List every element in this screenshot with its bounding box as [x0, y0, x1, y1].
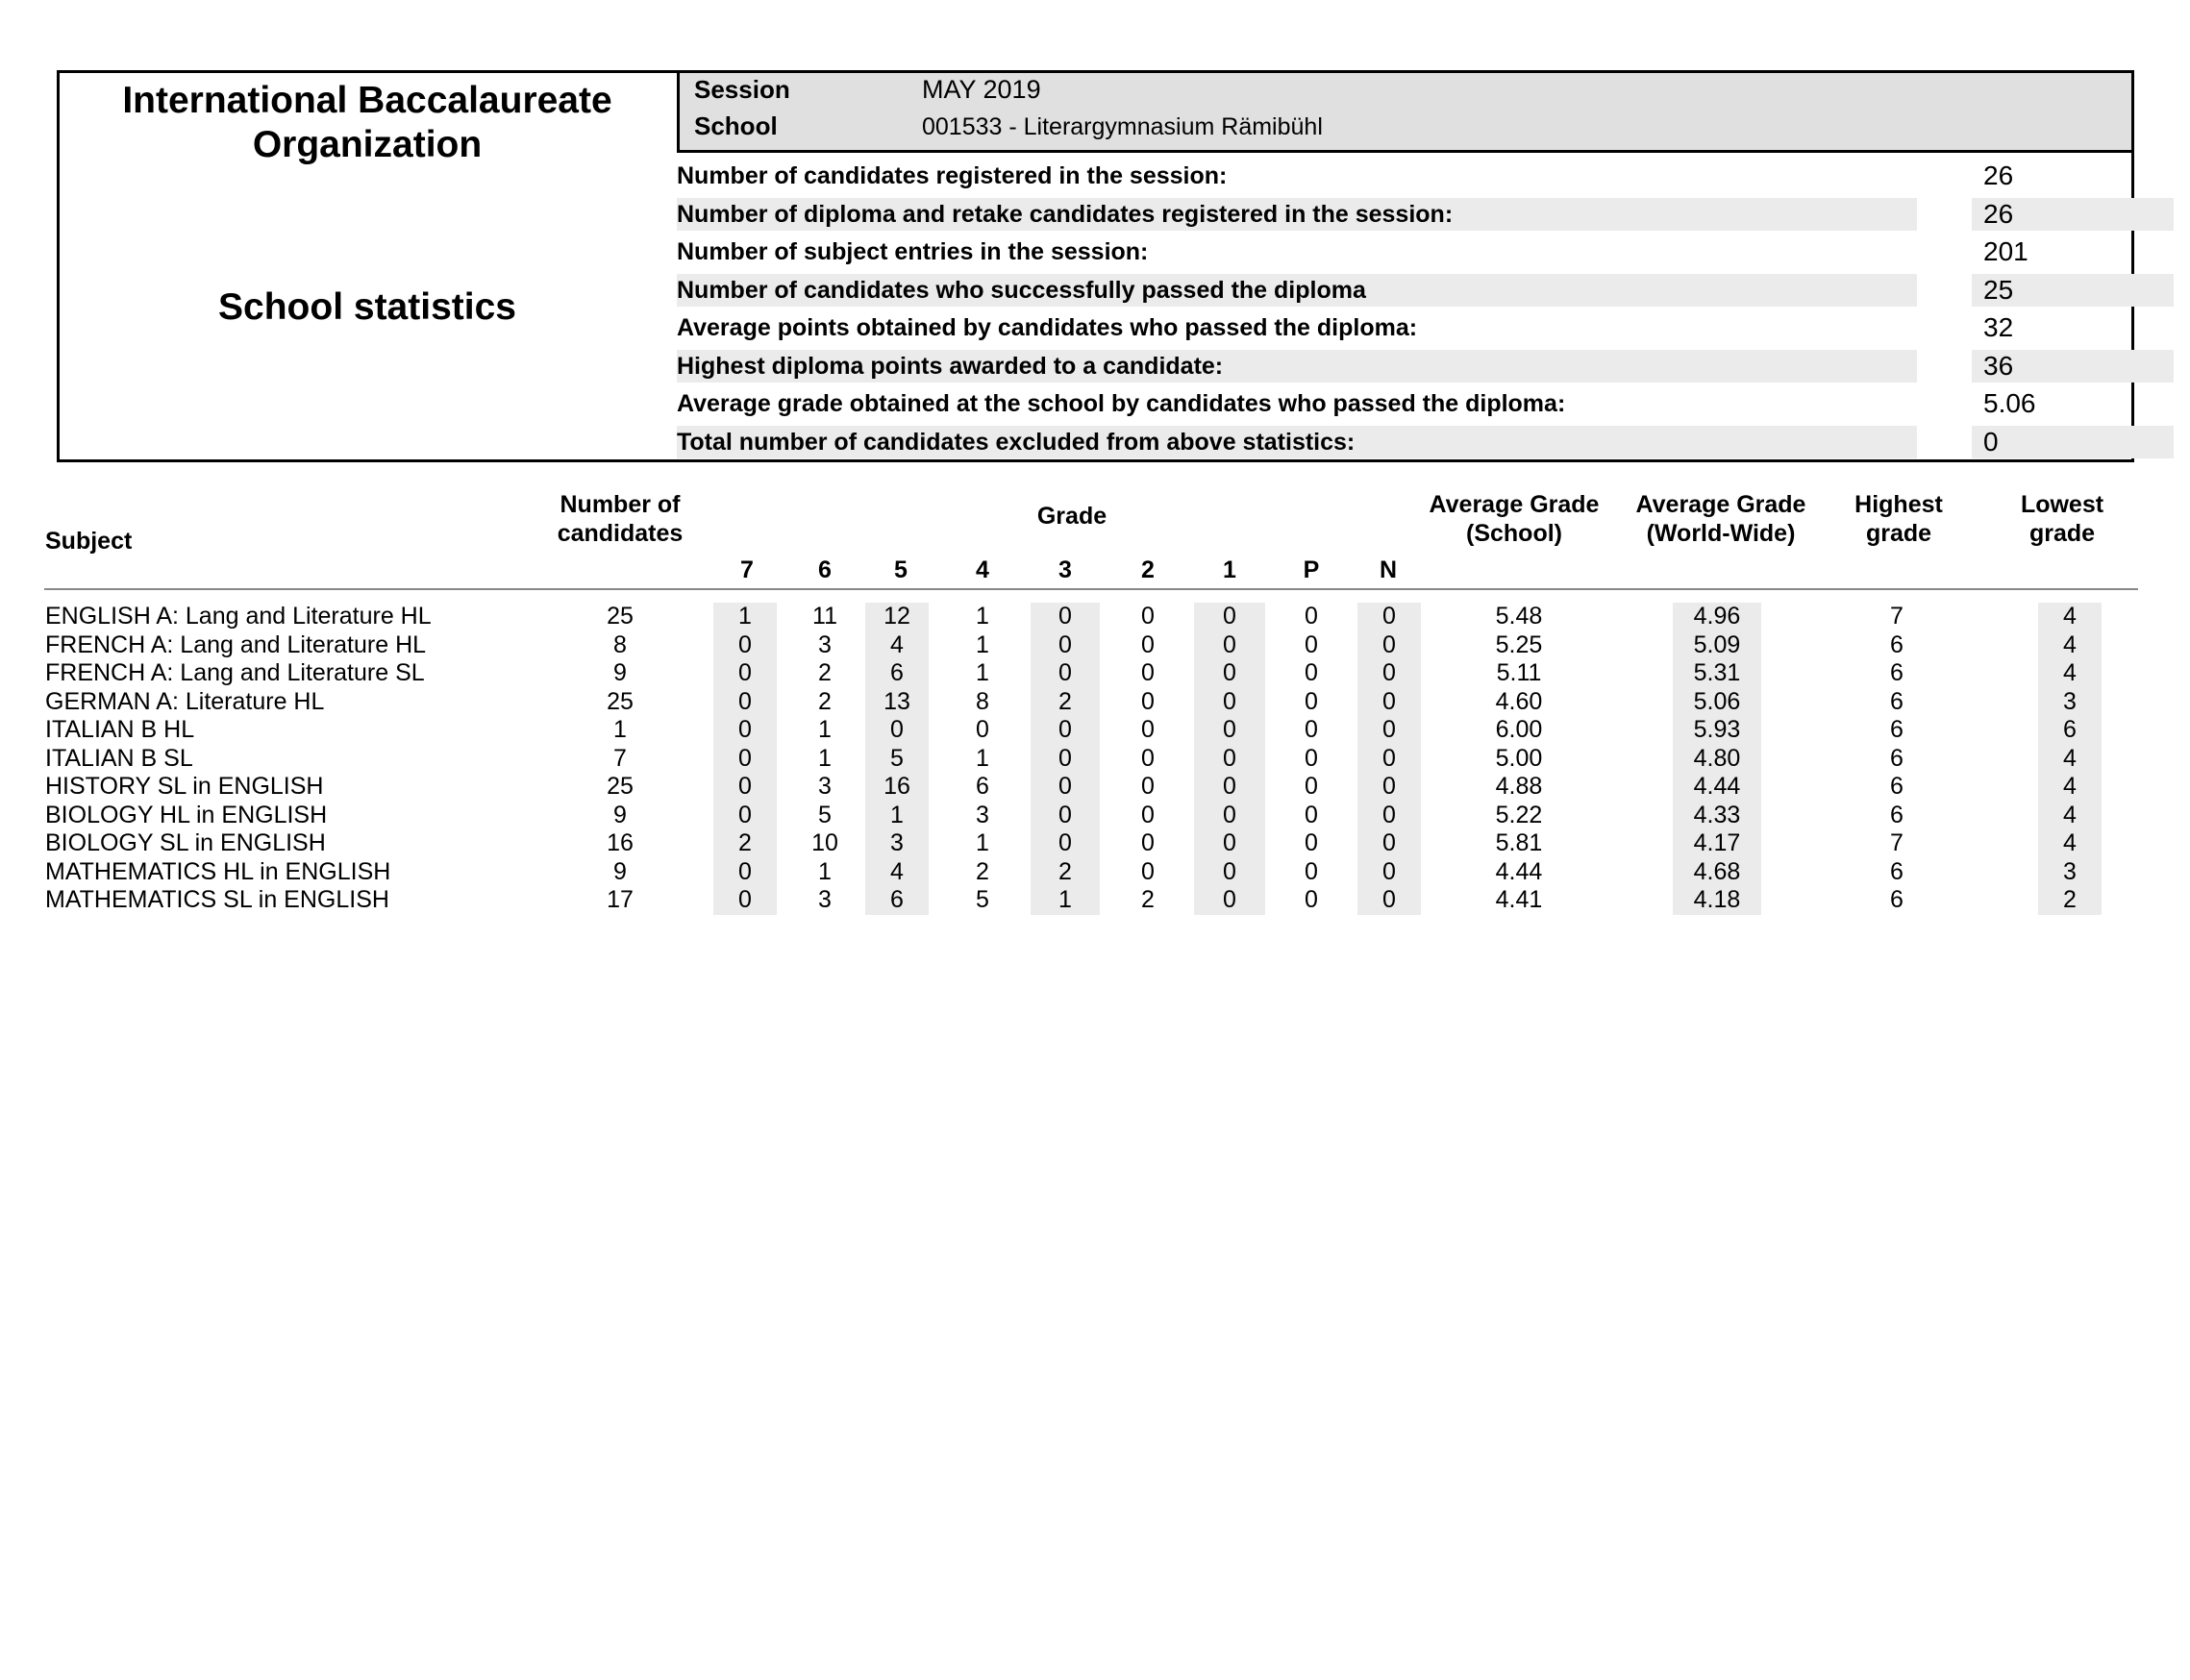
stat-label: Highest diploma points awarded to a candidate: — [677, 350, 1917, 383]
grade-count-6: 3 — [818, 773, 832, 800]
avg-grade-school: 5.11 — [1496, 659, 1542, 686]
table-row — [0, 688, 2190, 717]
grade-count-3: 0 — [1031, 773, 1100, 802]
avg-grade-school: 4.60 — [1495, 687, 1543, 715]
stat-row — [677, 160, 2119, 198]
stat-value: 201 — [1983, 236, 2028, 266]
grade-count-p: 0 — [1305, 773, 1318, 800]
avg-grade-world: 4.44 — [1673, 773, 1761, 802]
table-row — [0, 802, 2190, 830]
candidate-count: 16 — [607, 829, 634, 856]
stat-label: Average grade obtained at the school by candidates who passed the diploma: — [677, 390, 1566, 417]
grade-count-2: 0 — [1141, 857, 1155, 885]
grade-count-4: 2 — [976, 857, 989, 885]
column-header-lowest: Lowest grade — [2020, 491, 2104, 547]
grade-count-7: 0 — [713, 858, 777, 887]
table-row — [0, 659, 2190, 688]
table-row — [0, 829, 2190, 858]
stat-value: 26 — [1983, 161, 2014, 190]
table-row — [0, 603, 2190, 631]
stat-value: 5.06 — [1983, 388, 2036, 418]
stat-row — [677, 426, 2119, 464]
grade-count-4: 5 — [976, 886, 989, 913]
candidate-count: 17 — [607, 886, 634, 913]
column-header-highest: Highest grade — [1854, 491, 1943, 547]
grade-count-1: 0 — [1194, 603, 1265, 631]
grade-count-n: 0 — [1357, 886, 1421, 915]
stat-row — [677, 274, 2119, 312]
grade-count-p: 0 — [1305, 744, 1318, 772]
grade-count-n: 0 — [1357, 802, 1421, 830]
lowest-grade: 3 — [2038, 688, 2102, 717]
subject-name: GERMAN A: Literature HL — [45, 687, 325, 715]
grade-count-n: 0 — [1357, 716, 1421, 745]
table-row — [0, 858, 2190, 887]
highest-grade: 6 — [1890, 773, 1904, 800]
stat-value: 25 — [1972, 274, 2174, 307]
column-header-grade: Grade — [1036, 503, 1107, 530]
grade-count-4: 1 — [976, 659, 989, 686]
grade-header-5: 5 — [894, 556, 908, 583]
grade-header-4: 4 — [976, 556, 989, 583]
grade-count-7: 0 — [713, 716, 777, 745]
highest-grade: 7 — [1890, 603, 1904, 630]
grade-count-p: 0 — [1305, 630, 1318, 658]
lowest-grade: 6 — [2038, 716, 2102, 745]
grade-count-6: 2 — [818, 687, 832, 715]
stat-row — [677, 387, 2119, 426]
avg-grade-world: 4.17 — [1673, 829, 1761, 858]
highest-grade: 6 — [1890, 801, 1904, 828]
highest-grade: 7 — [1890, 829, 1904, 856]
grade-header-p: P — [1303, 556, 1320, 583]
stat-row — [677, 198, 2119, 236]
lowest-grade: 4 — [2038, 745, 2102, 774]
candidate-count: 25 — [607, 687, 634, 715]
grade-count-p: 0 — [1305, 857, 1318, 885]
avg-grade-world: 5.93 — [1673, 716, 1761, 745]
grade-count-6: 1 — [818, 857, 832, 885]
grade-count-1: 0 — [1194, 773, 1265, 802]
grade-header-2: 2 — [1141, 556, 1155, 583]
grade-count-5: 5 — [865, 745, 929, 774]
header-divider — [44, 588, 2138, 590]
grade-count-5: 13 — [865, 688, 929, 717]
subject-table — [0, 603, 2190, 915]
highest-grade: 6 — [1890, 744, 1904, 772]
stat-label: Number of candidates registered in the session: — [677, 162, 1228, 189]
grade-count-n: 0 — [1357, 858, 1421, 887]
subject-name: BIOLOGY HL in ENGLISH — [45, 801, 328, 828]
stat-value: 26 — [1972, 198, 2174, 231]
school-label: School — [694, 111, 778, 140]
grade-count-3: 2 — [1031, 688, 1100, 717]
grade-count-1: 0 — [1194, 886, 1265, 915]
grade-count-p: 0 — [1305, 659, 1318, 686]
grade-header-6: 6 — [818, 556, 832, 583]
school-value: 001533 - Literargymnasium Rämibühl — [922, 113, 1323, 140]
grade-count-4: 3 — [976, 801, 989, 828]
grade-count-1: 0 — [1194, 802, 1265, 830]
lowest-grade: 4 — [2038, 659, 2102, 688]
grade-count-5: 6 — [865, 886, 929, 915]
grade-count-2: 0 — [1141, 630, 1155, 658]
candidate-count: 9 — [613, 801, 627, 828]
stat-row — [677, 235, 2119, 274]
grade-count-n: 0 — [1357, 631, 1421, 660]
grade-count-7: 0 — [713, 802, 777, 830]
subject-name: FRENCH A: Lang and Literature SL — [45, 659, 425, 686]
grade-count-4: 1 — [976, 603, 989, 630]
grade-count-3: 0 — [1031, 745, 1100, 774]
session-info — [677, 73, 2131, 153]
avg-grade-school: 4.41 — [1495, 886, 1543, 913]
grade-count-1: 0 — [1194, 716, 1265, 745]
grade-count-7: 0 — [713, 745, 777, 774]
grade-count-p: 0 — [1305, 886, 1318, 913]
grade-count-n: 0 — [1357, 829, 1421, 858]
grade-count-6: 3 — [818, 886, 832, 913]
grade-count-2: 0 — [1141, 687, 1155, 715]
lowest-grade: 2 — [2038, 886, 2102, 915]
lowest-grade: 4 — [2038, 802, 2102, 830]
column-header-candidates: Number of candidates — [557, 491, 684, 547]
grade-count-1: 0 — [1194, 631, 1265, 660]
table-row — [0, 745, 2190, 774]
grade-header-n: N — [1379, 556, 1398, 583]
highest-grade: 6 — [1890, 630, 1904, 658]
lowest-grade: 4 — [2038, 631, 2102, 660]
grade-count-n: 0 — [1357, 688, 1421, 717]
stat-label: Number of candidates who successfully passed the diploma — [677, 274, 1917, 307]
grade-header-3: 3 — [1058, 556, 1072, 583]
table-row — [0, 631, 2190, 660]
grade-count-4: 0 — [976, 716, 989, 743]
stat-row — [677, 311, 2119, 350]
grade-count-6: 3 — [818, 630, 832, 658]
grade-count-n: 0 — [1357, 745, 1421, 774]
grade-count-p: 0 — [1305, 801, 1318, 828]
grade-count-7: 0 — [713, 886, 777, 915]
grade-count-5: 4 — [865, 858, 929, 887]
stat-label: Number of diploma and retake candidates registered in the session: — [677, 198, 1917, 231]
grade-count-n: 0 — [1357, 603, 1421, 631]
lowest-grade: 4 — [2038, 773, 2102, 802]
avg-grade-school: 6.00 — [1495, 716, 1543, 743]
subject-name: HISTORY SL in ENGLISH — [45, 773, 324, 800]
grade-count-4: 8 — [976, 687, 989, 715]
grade-count-5: 16 — [865, 773, 929, 802]
stat-label: Total number of candidates excluded from above statistics: — [677, 426, 1917, 458]
stat-label: Average points obtained by candidates who passed the diploma: — [677, 314, 1418, 341]
avg-grade-school: 4.44 — [1495, 857, 1543, 885]
avg-grade-school: 4.88 — [1495, 773, 1543, 800]
candidate-count: 25 — [607, 603, 634, 630]
grade-count-2: 2 — [1141, 886, 1155, 913]
grade-count-7: 0 — [713, 631, 777, 660]
grade-count-6: 11 — [812, 603, 837, 630]
grade-count-4: 1 — [976, 744, 989, 772]
avg-grade-school: 5.81 — [1495, 829, 1543, 856]
candidate-count: 7 — [613, 744, 627, 772]
grade-count-6: 1 — [818, 716, 832, 743]
grade-count-1: 0 — [1194, 659, 1265, 688]
grade-count-7: 1 — [713, 603, 777, 631]
avg-grade-world: 4.80 — [1673, 745, 1761, 774]
grade-count-2: 0 — [1141, 744, 1155, 772]
grade-count-5: 4 — [865, 631, 929, 660]
grade-count-2: 0 — [1141, 716, 1155, 743]
grade-count-5: 12 — [865, 603, 929, 631]
highest-grade: 6 — [1890, 659, 1904, 686]
lowest-grade: 4 — [2038, 829, 2102, 858]
grade-count-1: 0 — [1194, 745, 1265, 774]
grade-count-7: 0 — [713, 773, 777, 802]
grade-count-p: 0 — [1305, 603, 1318, 630]
lowest-grade: 3 — [2038, 858, 2102, 887]
session-label: Session — [694, 75, 790, 104]
candidate-count: 8 — [613, 630, 627, 658]
grade-count-5: 1 — [865, 802, 929, 830]
grade-count-3: 0 — [1031, 631, 1100, 660]
grade-count-3: 0 — [1031, 802, 1100, 830]
grade-count-4: 6 — [976, 773, 989, 800]
table-row — [0, 773, 2190, 802]
grade-count-7: 2 — [713, 829, 777, 858]
report-header — [57, 70, 2134, 462]
avg-grade-world: 5.31 — [1673, 659, 1761, 688]
avg-grade-school: 5.48 — [1495, 603, 1543, 630]
grade-count-4: 1 — [976, 630, 989, 658]
grade-count-4: 1 — [976, 829, 989, 856]
grade-count-p: 0 — [1305, 716, 1318, 743]
stat-value: 0 — [1972, 426, 2174, 458]
grade-count-1: 0 — [1194, 688, 1265, 717]
grade-count-1: 0 — [1194, 829, 1265, 858]
grade-count-3: 0 — [1031, 603, 1100, 631]
highest-grade: 6 — [1890, 886, 1904, 913]
session-value: MAY 2019 — [922, 75, 1041, 104]
avg-grade-world: 4.18 — [1673, 886, 1761, 915]
highest-grade: 6 — [1890, 857, 1904, 885]
grade-count-3: 1 — [1031, 886, 1100, 915]
grade-count-5: 3 — [865, 829, 929, 858]
avg-grade-world: 4.68 — [1673, 858, 1761, 887]
stat-value: 36 — [1972, 350, 2174, 383]
grade-count-7: 0 — [713, 688, 777, 717]
grade-count-1: 0 — [1194, 858, 1265, 887]
grade-count-3: 0 — [1031, 716, 1100, 745]
grade-count-2: 0 — [1141, 659, 1155, 686]
candidate-count: 9 — [613, 659, 627, 686]
grade-count-2: 0 — [1141, 773, 1155, 800]
grade-count-p: 0 — [1305, 829, 1318, 856]
report-title: School statistics — [218, 286, 516, 328]
candidate-count: 9 — [613, 857, 627, 885]
column-header-avg-world: Average Grade (World-Wide) — [1635, 491, 1806, 547]
table-row — [0, 716, 2190, 745]
grade-count-p: 0 — [1305, 687, 1318, 715]
grade-count-6: 5 — [818, 801, 832, 828]
grade-count-7: 0 — [713, 659, 777, 688]
table-row — [0, 886, 2190, 915]
highest-grade: 6 — [1890, 716, 1904, 743]
highest-grade: 6 — [1890, 687, 1904, 715]
grade-count-n: 0 — [1357, 773, 1421, 802]
organization-name: International Baccalaureate Organization — [122, 80, 612, 165]
grade-count-2: 0 — [1141, 829, 1155, 856]
stat-value: 32 — [1983, 312, 2014, 342]
subject-name: MATHEMATICS HL in ENGLISH — [45, 857, 391, 885]
subject-name: MATHEMATICS SL in ENGLISH — [45, 886, 389, 913]
avg-grade-world: 4.33 — [1673, 802, 1761, 830]
grade-count-3: 0 — [1031, 829, 1100, 858]
grade-header-7: 7 — [740, 556, 754, 583]
candidate-count: 25 — [607, 773, 634, 800]
grade-count-3: 0 — [1031, 659, 1100, 688]
subject-name: ENGLISH A: Lang and Literature HL — [45, 603, 432, 630]
grade-count-2: 0 — [1141, 603, 1155, 630]
grade-count-3: 2 — [1031, 858, 1100, 887]
grade-count-n: 0 — [1357, 659, 1421, 688]
grade-count-2: 0 — [1141, 801, 1155, 828]
avg-grade-school: 5.00 — [1495, 744, 1543, 772]
grade-count-6: 10 — [811, 829, 838, 856]
subject-name: BIOLOGY SL in ENGLISH — [45, 829, 326, 856]
avg-grade-school: 5.22 — [1495, 801, 1543, 828]
avg-grade-school: 5.25 — [1495, 630, 1543, 658]
grade-count-6: 2 — [818, 659, 832, 686]
grade-count-6: 1 — [818, 744, 832, 772]
grade-header-1: 1 — [1223, 556, 1236, 583]
subject-name: ITALIAN B SL — [45, 744, 193, 772]
subject-name: ITALIAN B HL — [45, 716, 195, 743]
avg-grade-world: 5.06 — [1673, 688, 1761, 717]
grade-count-5: 6 — [865, 659, 929, 688]
candidate-count: 1 — [613, 716, 627, 743]
avg-grade-world: 4.96 — [1673, 603, 1761, 631]
lowest-grade: 4 — [2038, 603, 2102, 631]
stat-row — [677, 350, 2119, 388]
subject-name: FRENCH A: Lang and Literature HL — [45, 630, 427, 658]
column-header-avg-school: Average Grade (School) — [1429, 491, 1600, 547]
avg-grade-world: 5.09 — [1673, 631, 1761, 660]
stat-label: Number of subject entries in the session: — [677, 238, 1149, 265]
summary-stats — [677, 160, 2119, 463]
grade-count-5: 0 — [865, 716, 929, 745]
column-header-subject: Subject — [45, 528, 133, 555]
